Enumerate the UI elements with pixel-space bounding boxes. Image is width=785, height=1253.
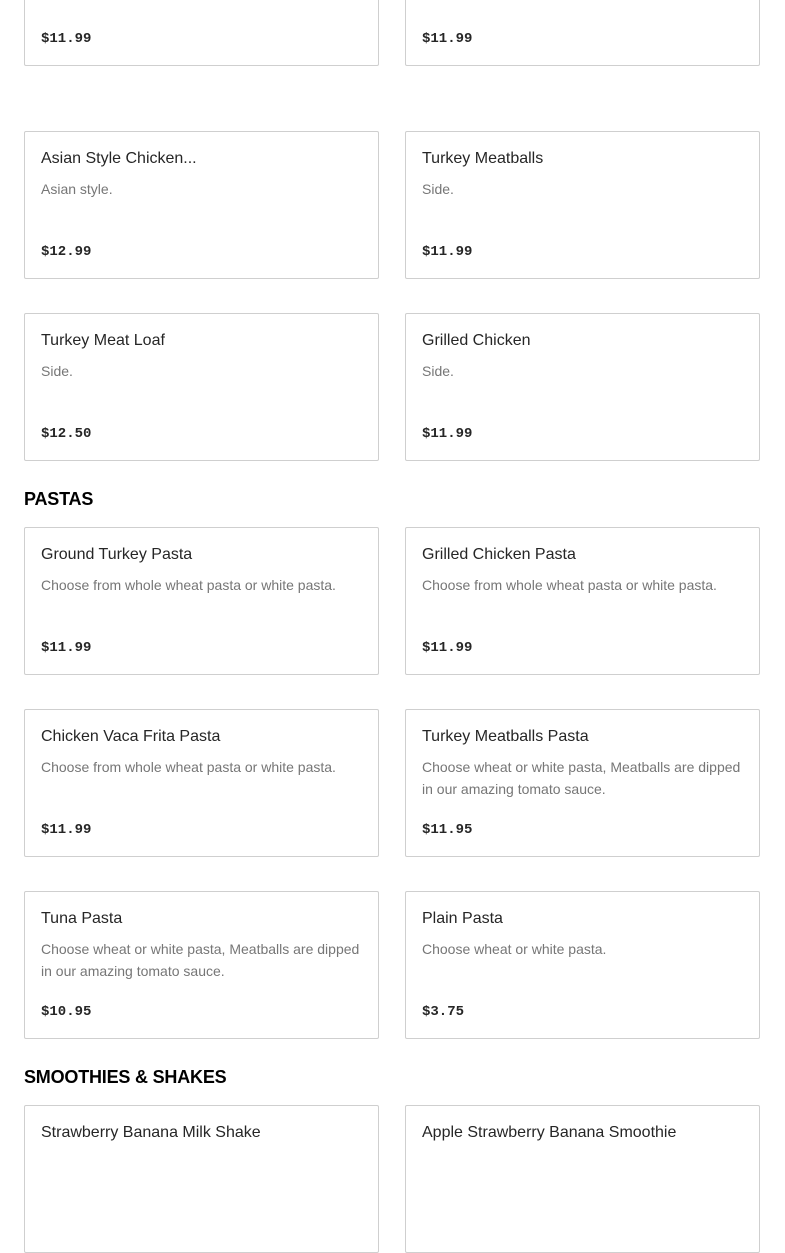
section-title-smoothies-shakes: SMOOTHIES & SHAKES <box>24 1067 227 1087</box>
menu-item-price: $3.75 <box>422 1004 465 1020</box>
menu-item-card[interactable] <box>24 709 379 857</box>
menu-item-price: $11.99 <box>422 31 473 47</box>
menu-item-name: Chicken Vaca Frita Pasta <box>41 728 221 745</box>
menu-item-card[interactable] <box>24 1105 379 1253</box>
menu-item-price: $12.99 <box>41 244 92 260</box>
menu-item-name: Grilled Chicken Pasta <box>422 546 576 563</box>
menu-item-card[interactable] <box>405 1105 760 1253</box>
menu-item-card[interactable] <box>24 313 379 461</box>
menu-item-name: Turkey Meatballs Pasta <box>422 728 589 745</box>
menu-item-description: Choose from whole wheat pasta or white pasta. <box>41 577 336 593</box>
menu-item-card[interactable] <box>24 0 379 66</box>
menu-item-card[interactable] <box>405 527 760 675</box>
menu-item-price: $11.99 <box>41 822 92 838</box>
section-title-pastas: PASTAS <box>24 489 94 509</box>
menu-item-description: Choose from whole wheat pasta or white pasta. <box>422 577 717 593</box>
menu-item-price: $11.99 <box>422 426 473 442</box>
menu-item-name: Ground Turkey Pasta <box>41 546 193 563</box>
menu-item-description: Choose from whole wheat pasta or white pasta. <box>41 759 336 775</box>
menu-item-description: Side. <box>422 363 454 379</box>
menu-item-price: $11.95 <box>422 822 473 838</box>
menu-item-description: Side. <box>41 363 73 379</box>
menu-item-price: $11.99 <box>41 31 92 47</box>
menu-item-card[interactable] <box>405 313 760 461</box>
menu-item-description: Asian style. <box>41 181 113 197</box>
menu-item-price: $12.50 <box>41 426 92 442</box>
menu-item-name: Apple Strawberry Banana Smoothie <box>422 1124 677 1141</box>
menu-item-card[interactable] <box>24 891 379 1039</box>
menu-item-name: Turkey Meatballs <box>422 150 544 167</box>
menu-item-price: $10.95 <box>41 1004 92 1020</box>
menu-item-card[interactable] <box>405 131 760 279</box>
menu-item-name: Strawberry Banana Milk Shake <box>41 1124 261 1141</box>
menu-item-card[interactable] <box>24 527 379 675</box>
menu-item-price: $11.99 <box>41 640 92 656</box>
menu-item-description: Choose wheat or white pasta. <box>422 941 607 957</box>
menu-item-name: Asian Style Chicken... <box>41 150 197 167</box>
menu-item-price: $11.99 <box>422 244 473 260</box>
menu-item-name: Grilled Chicken <box>422 332 531 349</box>
menu-item-description: Choose wheat or white pasta, Meatballs are dipped in our amazing tomato sauce. <box>41 941 360 979</box>
menu-item-description: Choose wheat or white pasta, Meatballs are dipped in our amazing tomato sauce. <box>422 759 741 797</box>
menu-item-card[interactable] <box>405 891 760 1039</box>
menu-item-card[interactable] <box>24 131 379 279</box>
menu-item-card[interactable] <box>405 709 760 857</box>
menu-item-card[interactable] <box>405 0 760 66</box>
menu-item-name: Plain Pasta <box>422 910 503 927</box>
menu-item-name: Turkey Meat Loaf <box>41 332 165 349</box>
menu-item-name: Tuna Pasta <box>41 910 123 927</box>
menu-item-price: $11.99 <box>422 640 473 656</box>
menu-item-description: Side. <box>422 181 454 197</box>
